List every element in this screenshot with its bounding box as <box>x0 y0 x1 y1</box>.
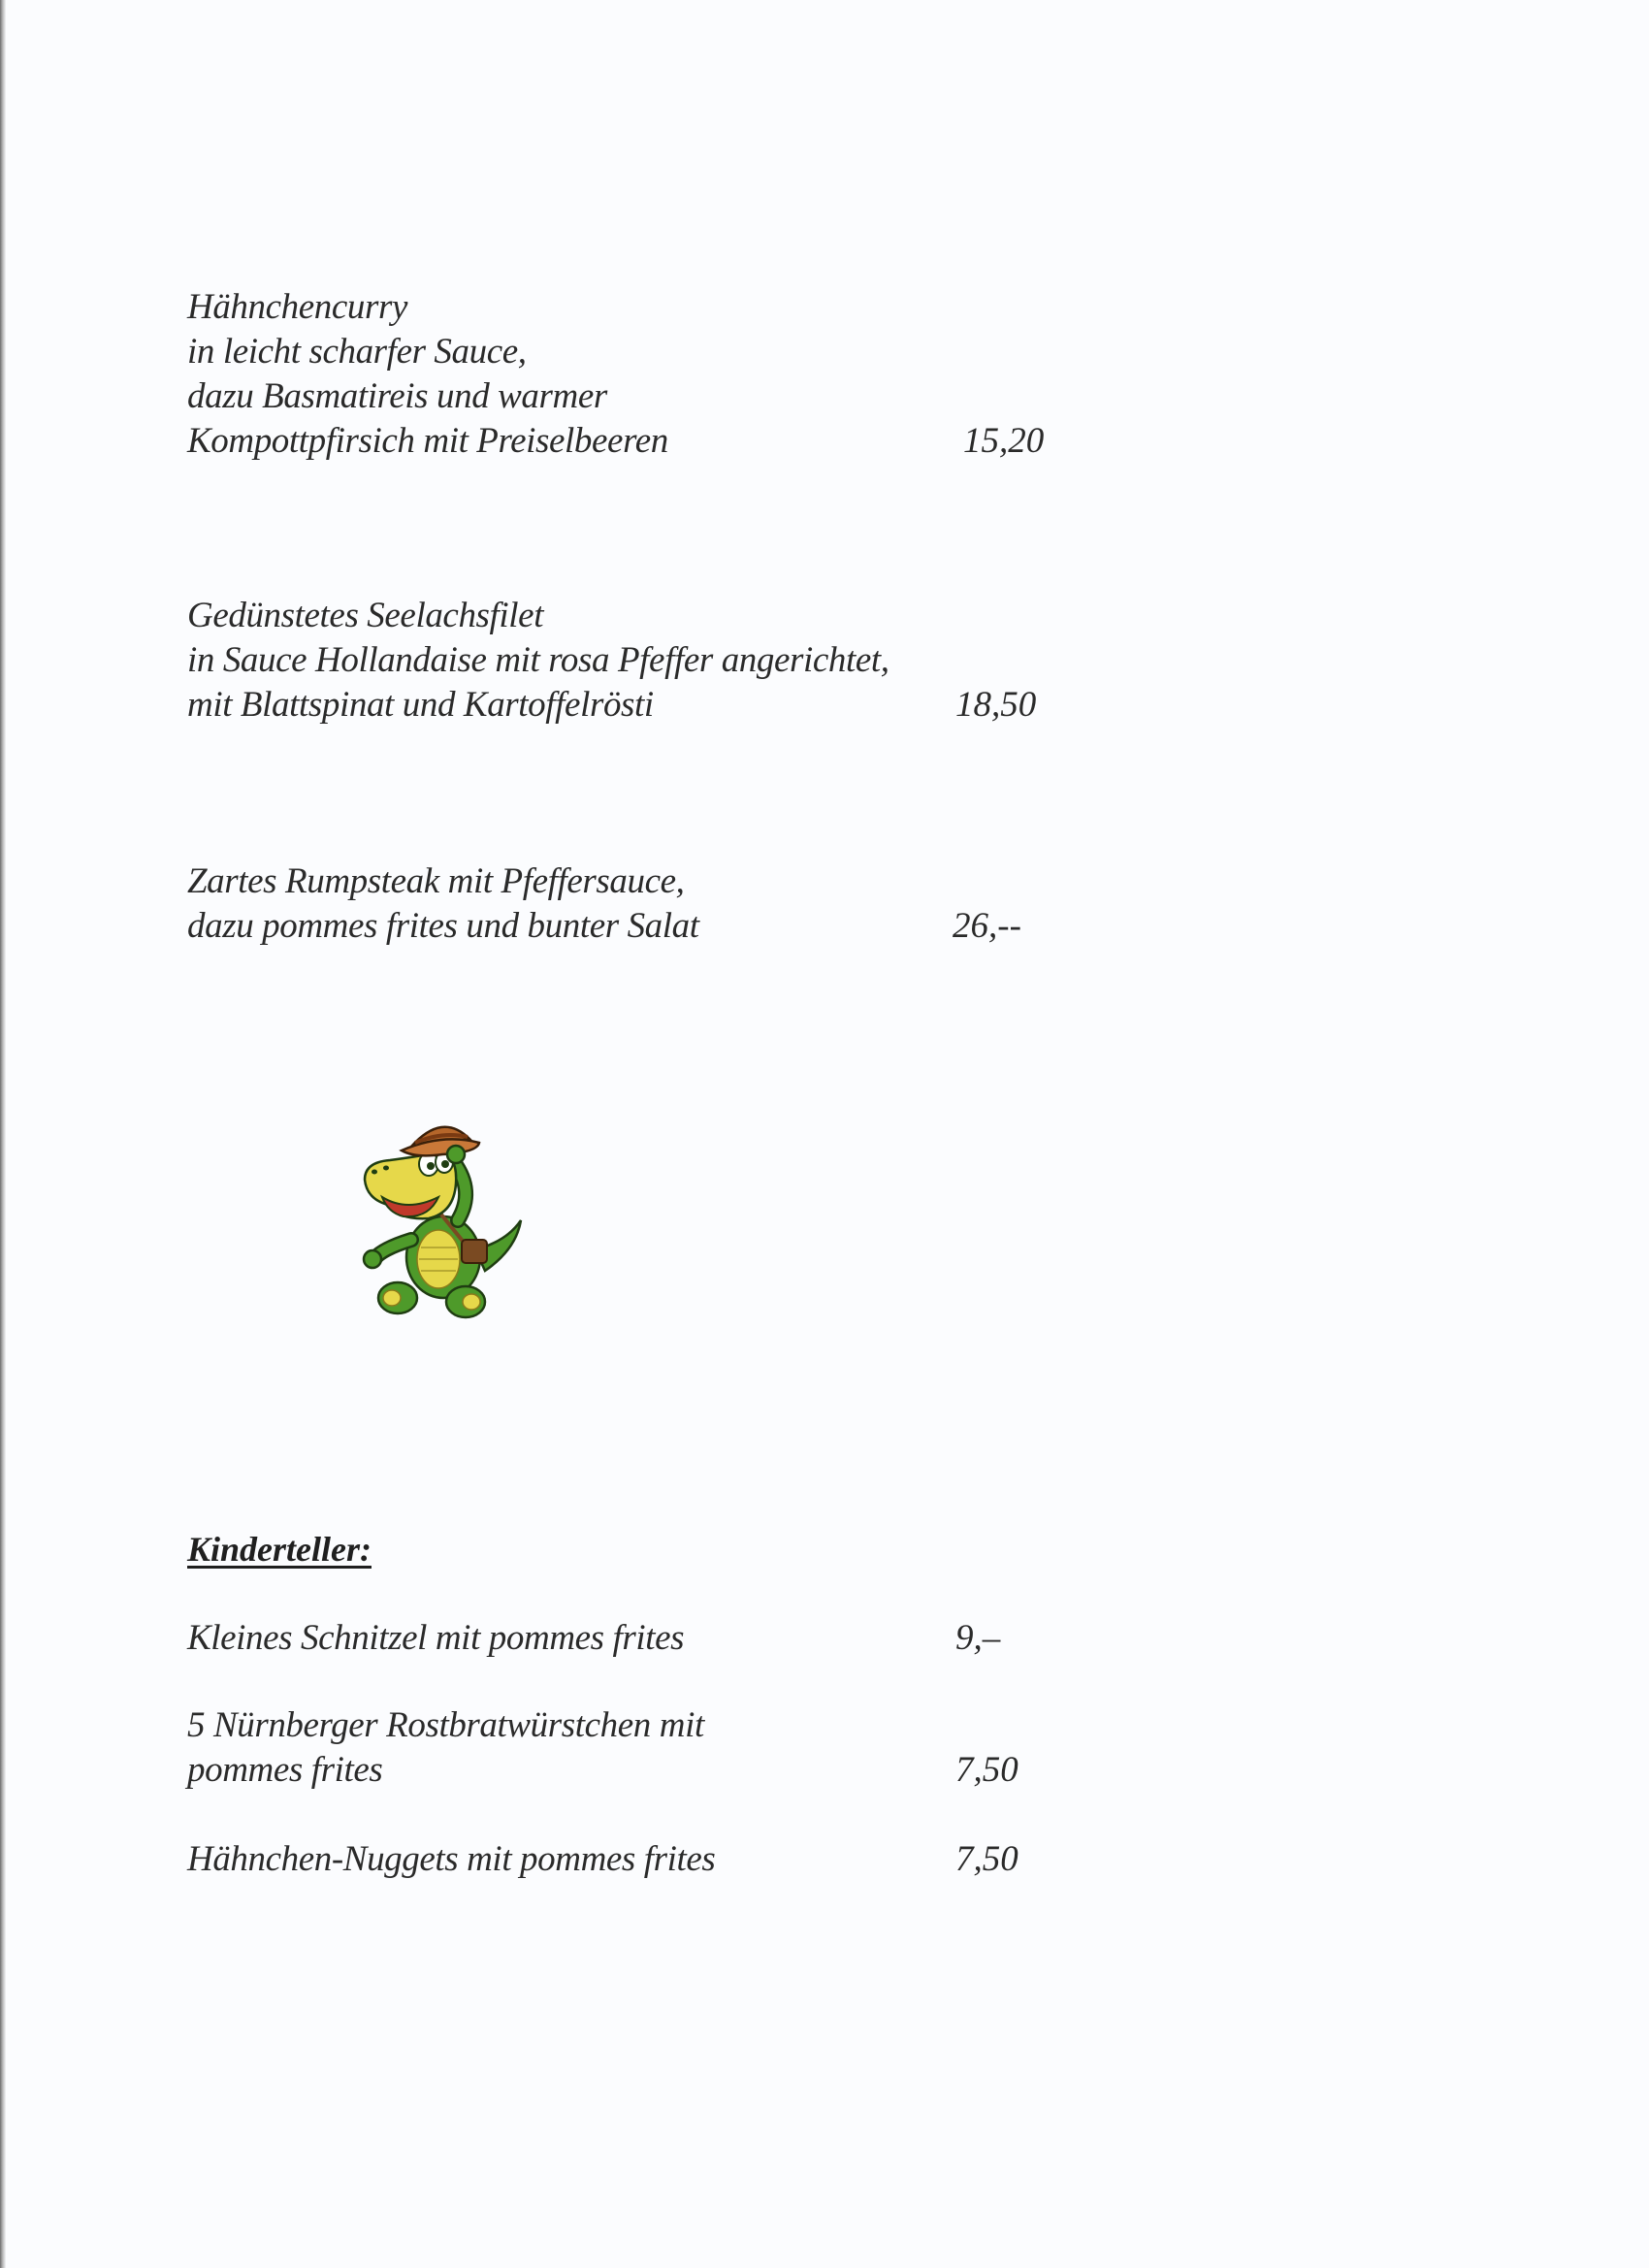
dish-description-line: dazu Basmatireis und warmer <box>187 376 607 416</box>
section-heading-kinderteller: Kinderteller: <box>187 1530 372 1569</box>
dish-description-line: mit Blattspinat und Kartoffelrösti <box>187 685 654 725</box>
dish-name: Zartes Rumpsteak mit Pfeffersauce, <box>187 861 685 901</box>
dish-price: 9,– <box>955 1618 1001 1658</box>
dish-price: 7,50 <box>955 1839 1018 1879</box>
dish-description-line: pommes frites <box>187 1750 383 1790</box>
dish-description-line: dazu pommes frites und bunter Salat <box>187 906 699 946</box>
dish-name: Hähnchen-Nuggets mit pommes frites <box>187 1839 716 1879</box>
dish-name: Hähnchencurry <box>187 287 408 327</box>
crocodile-mascot-icon <box>361 1104 531 1322</box>
kids-item-schnitzel <box>187 1616 1157 1661</box>
dish-description-line: in leicht scharfer Sauce, <box>187 332 527 372</box>
dish-price: 15,20 <box>963 421 1045 461</box>
dish-price: 26,-- <box>953 906 1021 946</box>
dish-price: 18,50 <box>955 685 1037 725</box>
dish-name: Kleines Schnitzel mit pommes frites <box>187 1618 685 1658</box>
dish-name: 5 Nürnberger Rostbratwürstchen mit <box>187 1705 704 1745</box>
dish-name: Gedünstetes Seelachsfilet <box>187 596 544 635</box>
dish-price: 7,50 <box>955 1750 1018 1790</box>
dish-description-line: Kompottpfirsich mit Preiselbeeren <box>187 421 668 461</box>
dish-description-line: in Sauce Hollandaise mit rosa Pfeffer angerichtet, <box>187 640 889 680</box>
